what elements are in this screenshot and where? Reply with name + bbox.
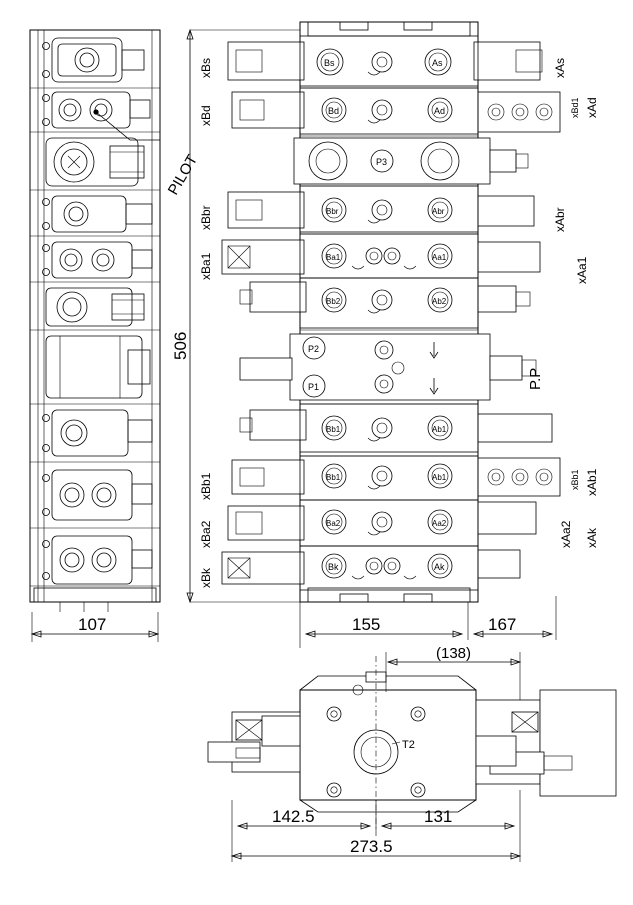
spool-label-bd: Bd	[328, 106, 340, 116]
pilot-label: PILOT	[164, 151, 202, 198]
port-label-xbb1: xBb1	[199, 472, 213, 500]
port-label-xbbr: xBbr	[199, 205, 213, 230]
valve-section-inlet	[240, 334, 536, 400]
port-label-xaa1: xAa1	[575, 256, 589, 284]
spool-label-bbr: Bbr	[326, 207, 339, 216]
dim-front-widths	[300, 596, 556, 648]
dim-left-view-width	[32, 612, 158, 642]
port-label-p1: P1	[308, 382, 320, 392]
dim-138-text: (138)	[436, 645, 472, 662]
dim-2735-text: 273.5	[350, 837, 393, 856]
port-label-xab1: xAb1	[585, 468, 599, 496]
spool-label-abr: Abr	[432, 207, 445, 216]
port-label-xaa2: xAa2	[559, 520, 573, 548]
spool-label-as: As	[432, 58, 443, 68]
spool-label-ba2: Ba2	[326, 519, 341, 528]
bottom-view	[208, 656, 616, 830]
port-label-xbd: xBd	[199, 105, 213, 126]
port-label-xak: xAk	[585, 527, 599, 548]
spool-label-aa2: Aa2	[432, 519, 447, 528]
dim-107-text: 107	[78, 615, 107, 634]
port-label-xbs: xBs	[199, 57, 213, 78]
port-label-xba2: xBa2	[199, 520, 213, 548]
spool-label-bb2: Bb2	[326, 297, 341, 306]
port-label-xabr: xAbr	[553, 207, 567, 232]
dim-1425-text: 142.5	[272, 807, 315, 826]
spool-label-aa1: Aa1	[432, 253, 447, 262]
dim-167-text: 167	[488, 615, 517, 634]
dim-bottom-total	[232, 836, 520, 862]
spool-label-ad: Ad	[434, 106, 446, 116]
port-label-xad: xAd	[585, 97, 599, 118]
port-label-t2: T2	[402, 739, 415, 751]
spool-label-bb1: Bb1	[326, 473, 341, 482]
port-label-xbd1: xBd1	[570, 97, 580, 118]
dim-131-text: 131	[424, 807, 453, 826]
spool-label-bb1-upper: Bb1	[326, 425, 341, 434]
dim-506-text: 506	[171, 331, 190, 360]
dim-155-text: 155	[352, 615, 381, 634]
spool-label-ba1: Ba1	[326, 253, 341, 262]
left-side-view	[30, 30, 201, 612]
port-label-pp: P.P	[527, 367, 544, 390]
port-label-xbb1-right: xBb1	[570, 469, 580, 490]
port-label-xba1: xBa1	[199, 252, 213, 280]
port-label-xbk: xBk	[199, 567, 213, 588]
valve-section-3	[294, 138, 528, 184]
spool-label-ak: Ak	[434, 562, 445, 572]
spool-label-ab2: Ab2	[432, 297, 447, 306]
port-label-p3: P3	[376, 157, 388, 167]
spool-label-ab1-upper: Ab1	[432, 425, 447, 434]
port-label-xas: xAs	[553, 57, 567, 78]
spool-label-ab1: Ab1	[432, 473, 447, 482]
front-view	[222, 22, 560, 602]
port-label-p2: P2	[308, 344, 320, 354]
spool-label-bk: Bk	[328, 562, 339, 572]
port-labels-left-group	[199, 58, 213, 588]
spool-label-bs: Bs	[324, 58, 335, 68]
